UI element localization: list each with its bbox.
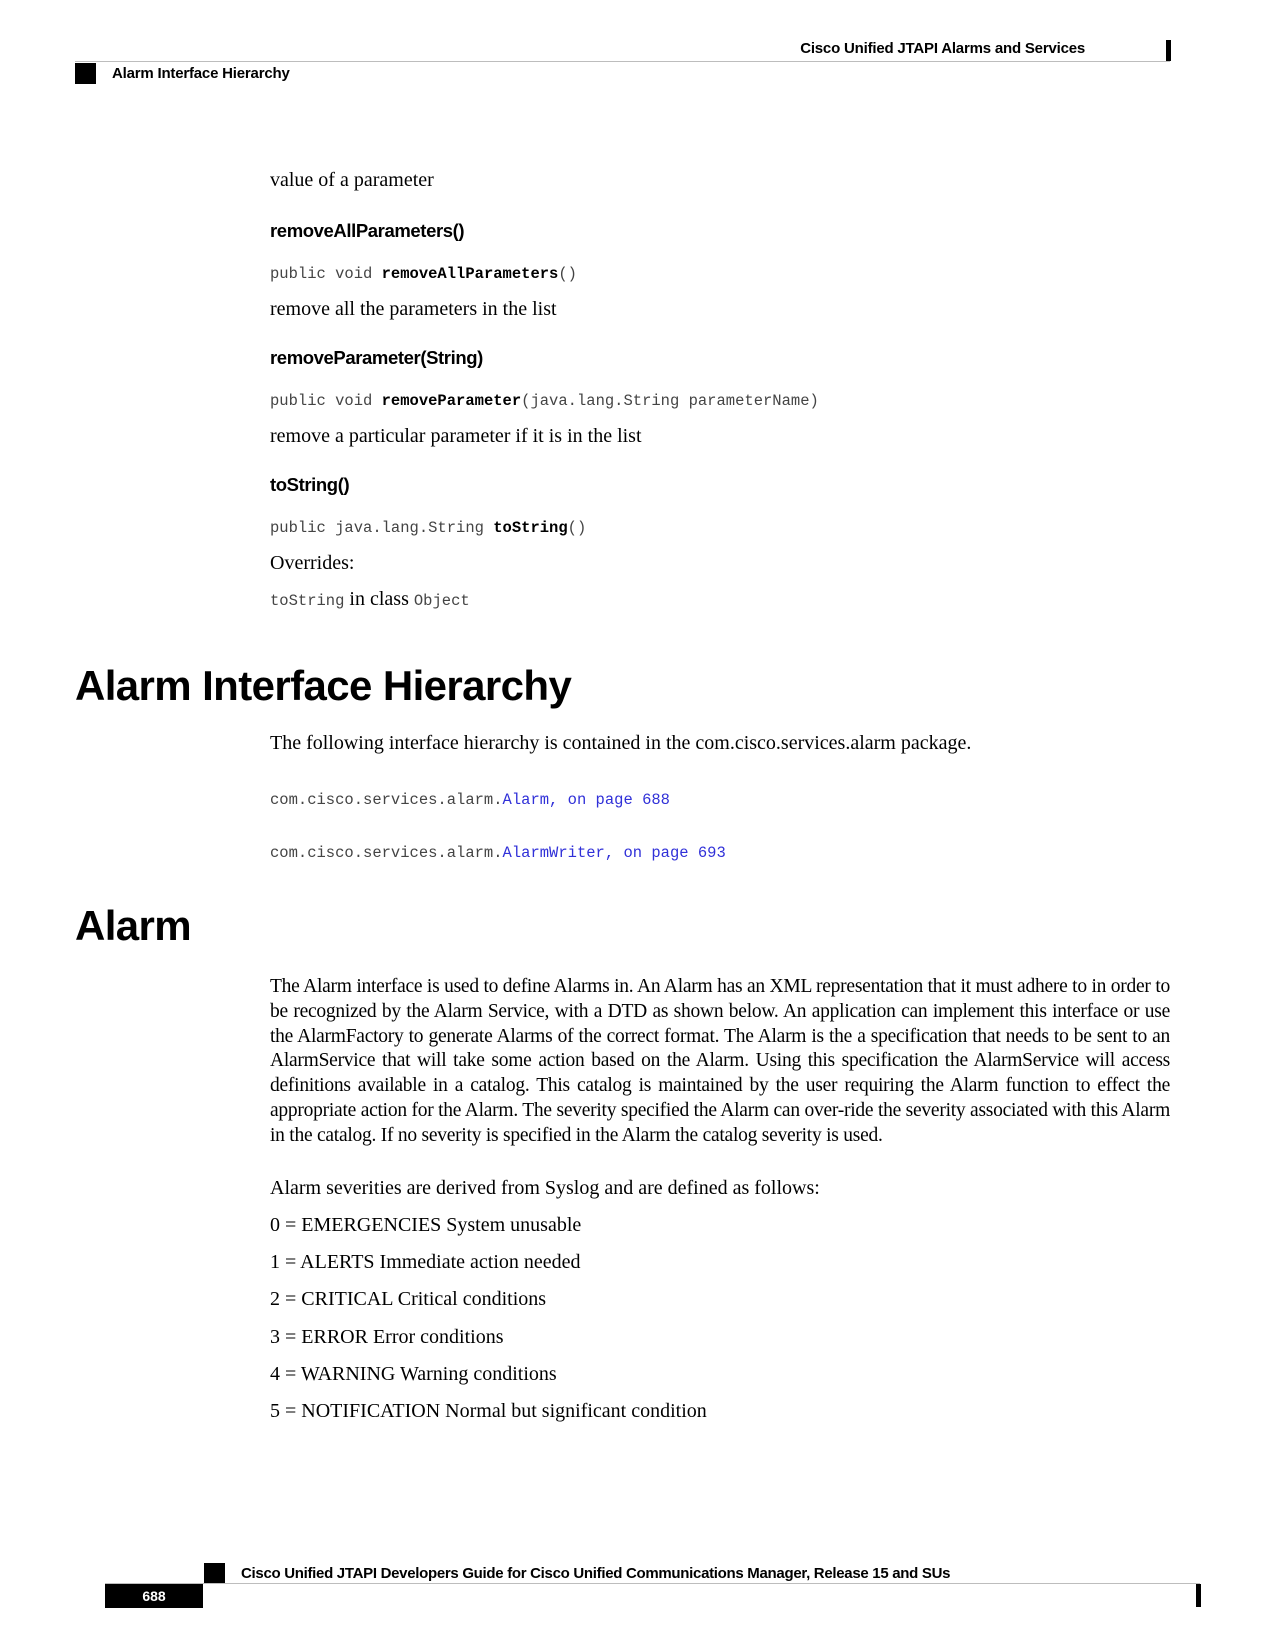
hierarchy-description: The following interface hierarchy is contained in the com.cisco.services.alarm package. xyxy=(270,732,972,754)
signature-method: toString xyxy=(493,519,568,537)
hierarchy-entry-alarm xyxy=(270,791,670,809)
alarm-description: The Alarm interface is used to define Alarms in. An Alarm has an XML representation that it must adhere to in order to be recognized by the Alarm Service, with a DTD as shown below. An application can implement this interface or use the AlarmFactory to generate Alarms of the correct format. The Alarm is the a specification that needs to be sent to an AlarmService that will take some action based on the Alarm. Using this specification the AlarmService will access definitions available in a catalog. This catalog is maintained by the user requiring the Alarm function to effect the appropriate action for the Alarm. The severity specified the Alarm can over-ride the severity associated with this Alarm in the catalog. If no severity is specified in the Alarm the catalog severity is used. xyxy=(270,976,1170,1146)
signature-prefix: public void xyxy=(270,392,382,410)
signature-prefix: public java.lang.String xyxy=(270,519,494,537)
method-description-remove-parameter: remove a particular parameter if it is in the list xyxy=(270,425,642,447)
section-title-alarm-interface-hierarchy: Alarm Interface Hierarchy xyxy=(75,662,572,709)
severity-item: 5 = NOTIFICATION Normal but significant condition xyxy=(270,1399,707,1422)
book-title: Cisco Unified JTAPI Developers Guide for Cisco Unified Communications Manager, Release 15 and SUs xyxy=(241,1565,951,1582)
method-heading-to-string: toString() xyxy=(270,474,350,495)
severities-intro: Alarm severities are derived from Syslog and are defined as follows: xyxy=(270,1177,820,1199)
intro-text: value of a parameter xyxy=(270,169,434,191)
section-title-alarm: Alarm xyxy=(75,902,192,949)
method-signature-remove-all-parameters xyxy=(270,265,577,283)
method-heading-remove-all-parameters: removeAllParameters() xyxy=(270,220,465,241)
header-rule xyxy=(75,61,1170,62)
footer-block-marker xyxy=(204,1563,225,1583)
signature-suffix: () xyxy=(558,265,577,283)
method-description-remove-all-parameters: remove all the parameters in the list xyxy=(270,298,557,320)
hierarchy-entry-prefix: com.cisco.services.alarm. xyxy=(270,844,503,862)
page-number: 688 xyxy=(105,1584,203,1608)
section-title-header: Alarm Interface Hierarchy xyxy=(112,65,290,82)
chapter-title: Cisco Unified JTAPI Alarms and Services xyxy=(800,40,1085,57)
header-block-marker xyxy=(75,63,96,84)
signature-suffix: (java.lang.String parameterName) xyxy=(521,392,819,410)
severity-item: 4 = WARNING Warning conditions xyxy=(270,1362,557,1385)
method-signature-remove-parameter xyxy=(270,392,819,410)
signature-suffix: () xyxy=(567,519,587,537)
severity-item: 1 = ALERTS Immediate action needed xyxy=(270,1251,581,1274)
overrides-class: Object xyxy=(413,592,470,610)
header-bar-marker xyxy=(1166,40,1171,61)
overrides-label: Overrides: xyxy=(270,552,355,574)
signature-method: removeAllParameters xyxy=(381,265,559,283)
alarm-writer-link[interactable]: AlarmWriter, on page 693 xyxy=(502,844,726,862)
footer-bar-marker xyxy=(1196,1584,1201,1607)
severity-item: 2 = CRITICAL Critical conditions xyxy=(270,1288,547,1311)
overrides-text: in class xyxy=(344,588,414,610)
severity-list xyxy=(270,1213,707,1436)
method-signature-to-string xyxy=(270,519,586,537)
severity-item: 0 = EMERGENCIES System unusable xyxy=(270,1214,582,1236)
overrides-method: toString xyxy=(270,592,345,610)
overrides-detail xyxy=(270,587,470,613)
footer-rule xyxy=(105,1583,1200,1584)
signature-prefix: public void xyxy=(270,265,382,283)
method-heading-remove-parameter: removeParameter(String) xyxy=(270,347,483,368)
alarm-link[interactable]: Alarm, on page 688 xyxy=(502,791,670,809)
hierarchy-entry-prefix: com.cisco.services.alarm. xyxy=(270,791,503,809)
hierarchy-entry-alarm-writer xyxy=(270,844,726,862)
severity-item: 3 = ERROR Error conditions xyxy=(270,1325,504,1348)
signature-method: removeParameter xyxy=(381,392,522,410)
